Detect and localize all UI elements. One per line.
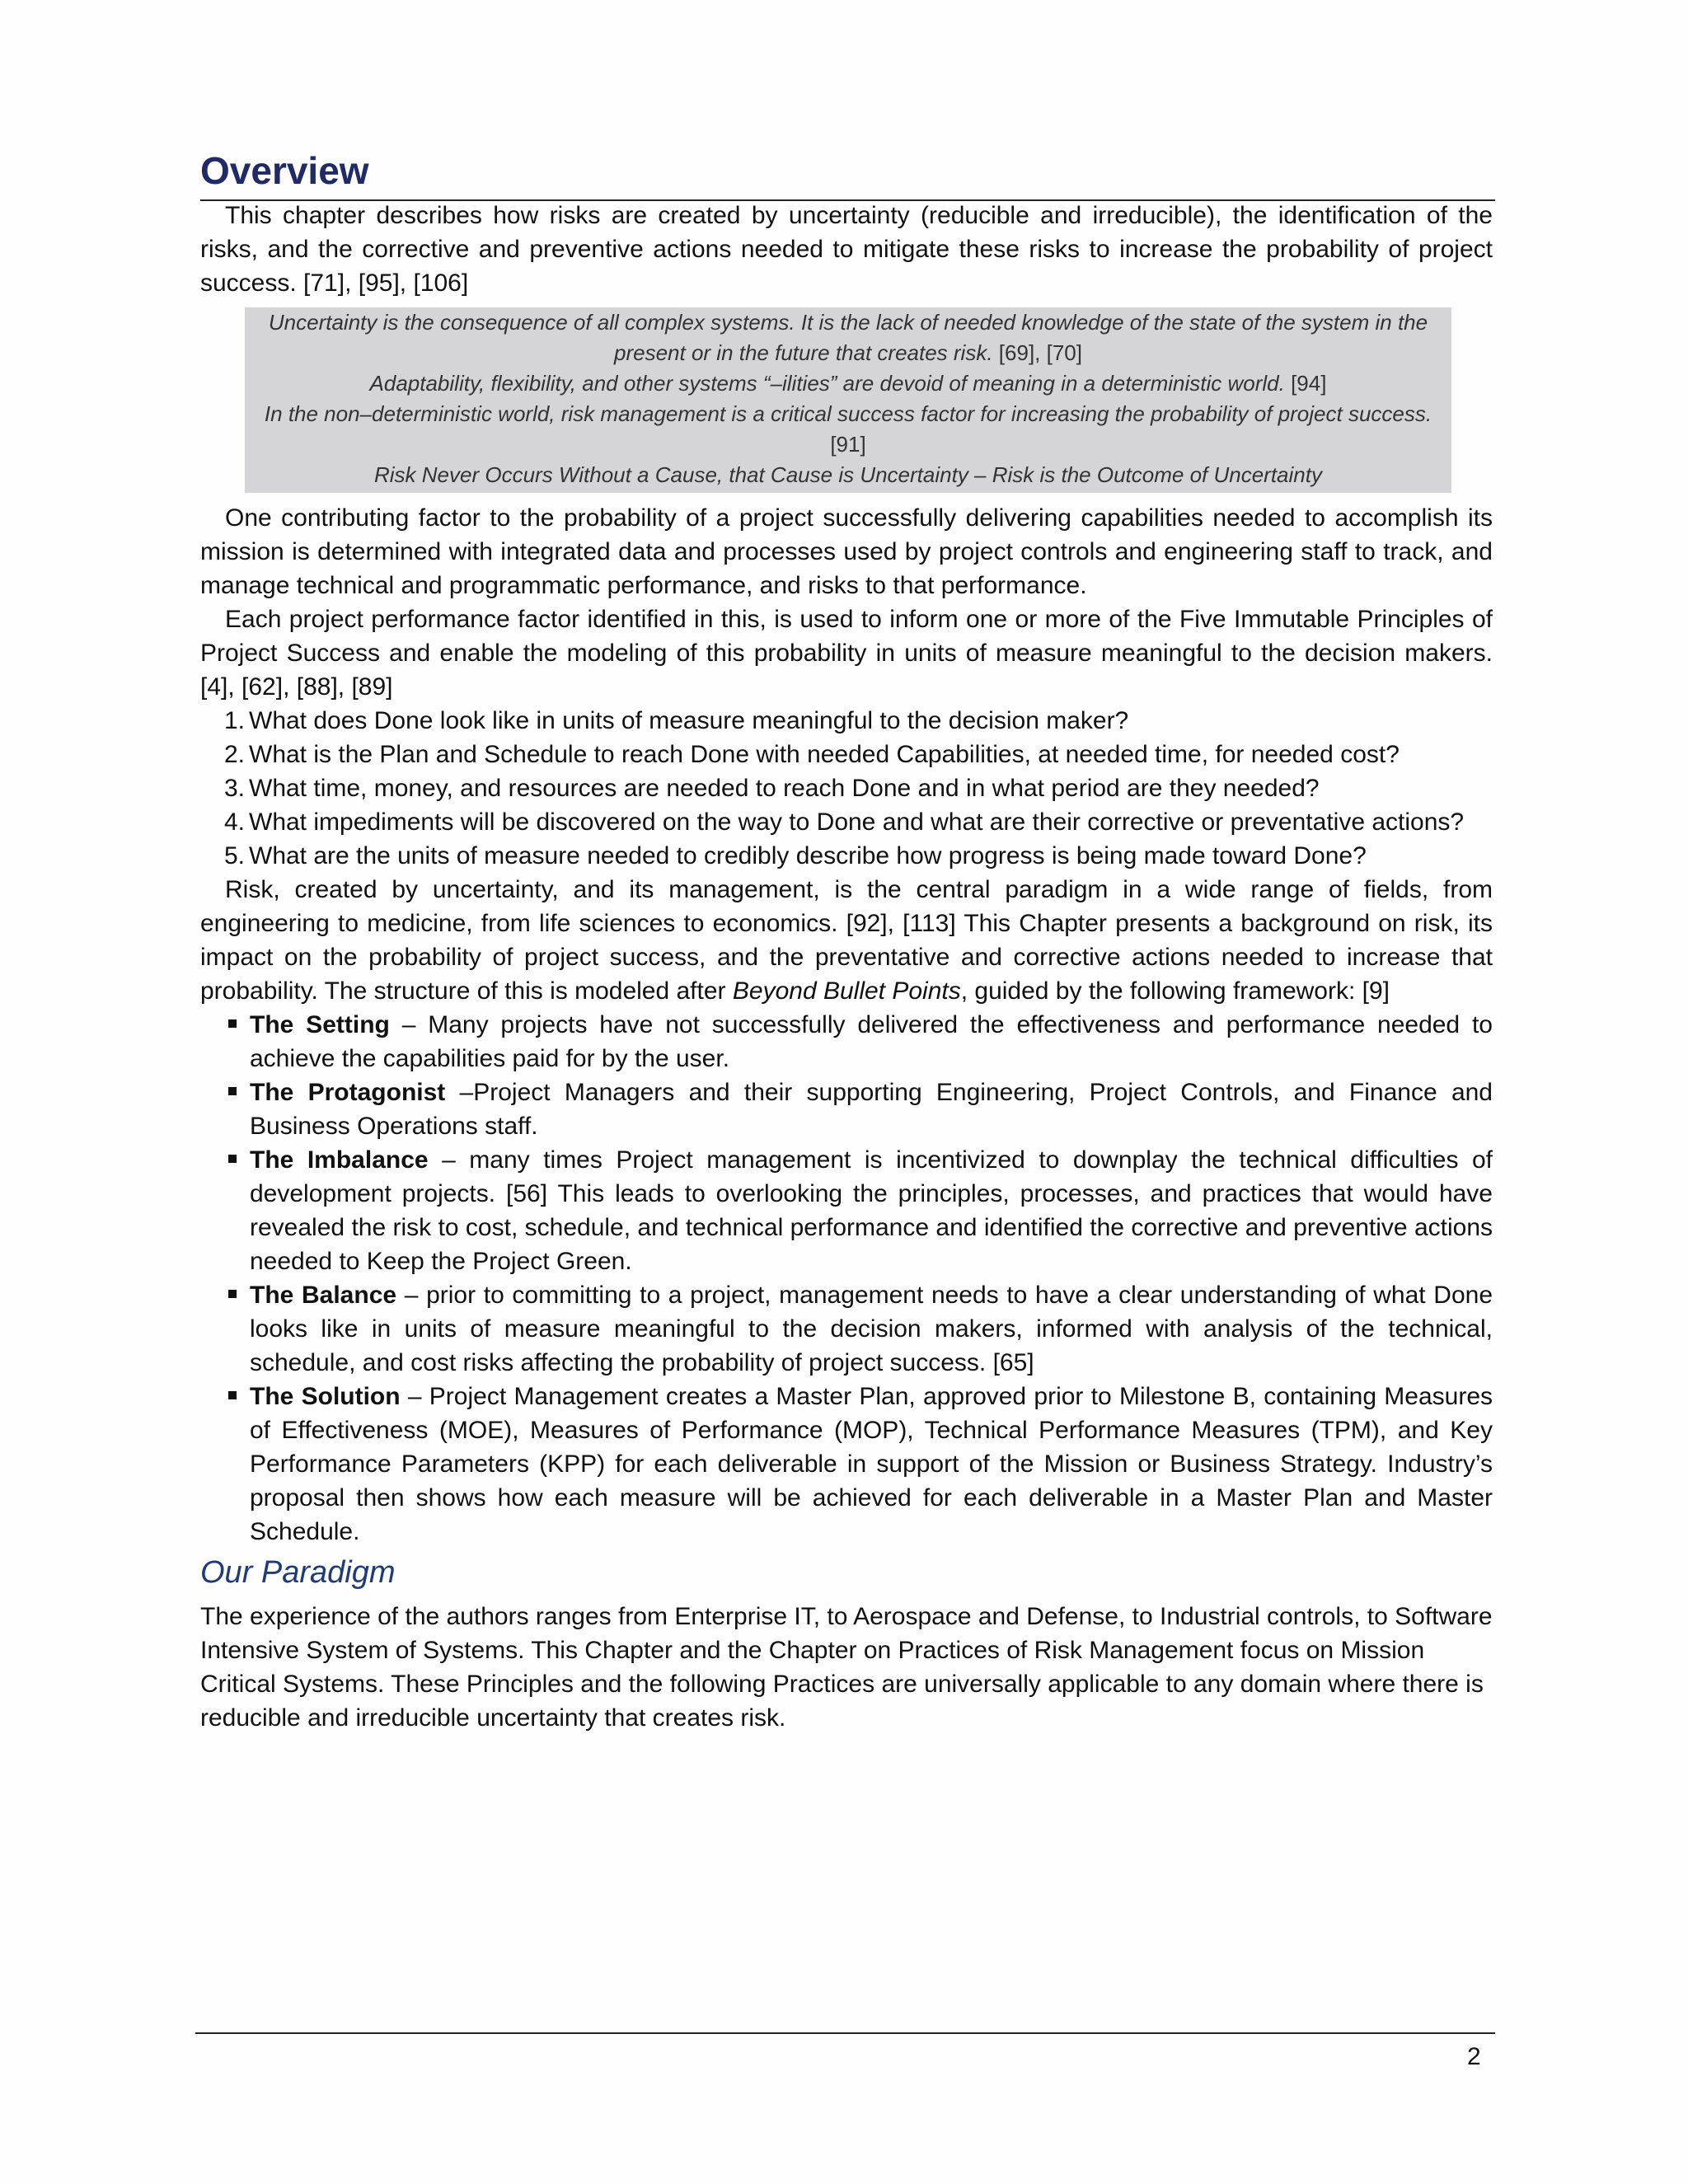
list-number: 3. (223, 775, 245, 802)
list-number: 1. (223, 707, 245, 734)
quote-line-3-text: In the non–deterministic world, risk management is a critical success factor for increasing the probability of project success. (264, 401, 1432, 426)
paragraph-risk-text-a: Risk, created by uncertainty, and its management, is the central paradigm in a wide range of fields, from engineering to medicine, from life sciences to economics. [92], [113] This Chapter presents a background on risk, its impact on the probability of project success, and the preventative and corrective actions needed to increase that probability. The structure of this is modeled after (200, 876, 1493, 1005)
list-number: 4. (223, 808, 245, 836)
list-item-text: What time, money, and resources are needed to reach Done and in what period are they needed? (249, 775, 1320, 802)
section-heading: Overview (200, 149, 369, 192)
list-item (223, 839, 1493, 873)
paradigm-paragraph: The experience of the authors ranges from Enterprise IT, to Aerospace and Defense, to Industrial controls, to Software Intensive System of Systems. This Chapter and the Chapter on Practices of Risk Management focus on Mission Critical Systems. These Principles and the following Practices are universally applicable to any domain where there is reducible and irreducible uncertainty that creates risk. (200, 1603, 1493, 1732)
list-item-text: What does Done look like in units of measure meaningful to the decision maker? (249, 707, 1129, 734)
list-term: The Solution (250, 1383, 401, 1410)
footer-divider (195, 2032, 1495, 2034)
square-bullet-icon (228, 1155, 237, 1163)
paragraph-risk-text-b: , guided by the following framework: [9] (960, 977, 1390, 1005)
quote-line-1-ref: [69], [70] (998, 340, 1082, 365)
list-item-text: – Many projects have not successfully delivered the effectiveness and performance needed to achieve the capabilities paid for by the user. (250, 1011, 1493, 1072)
quote-line-3-ref: [91] (830, 432, 866, 457)
quote-line-2-text: Adaptability, flexibility, and other systems “–ilities” are devoid of meaning in a deterministic world. (369, 371, 1285, 396)
list-item (250, 1076, 1493, 1143)
quote-box (245, 307, 1451, 493)
subsection-heading: Our Paradigm (200, 1555, 396, 1590)
list-item (223, 738, 1493, 771)
list-item-text: What are the units of measure needed to credibly describe how progress is being made toward Done? (249, 842, 1367, 869)
list-item (250, 1143, 1493, 1278)
intro-paragraph: This chapter describes how risks are created by uncertainty (reducible and irreducible), the identification of the risks, and the corrective and preventive actions needed to mitigate these risks to increase the probability of project success. [71], [95], [106] (200, 202, 1493, 297)
list-number: 2. (223, 741, 245, 768)
quote-line-2-ref: [94] (1291, 371, 1327, 396)
heading-underline (200, 199, 1495, 201)
list-item (223, 805, 1493, 839)
page-number: 2 (1467, 2043, 1481, 2070)
list-item (223, 771, 1493, 805)
list-item-text: –Project Managers and their supporting Engineering, Project Controls, and Finance and Business Operations staff. (250, 1079, 1493, 1140)
list-number: 5. (223, 842, 245, 869)
framework-list (200, 1008, 1493, 1549)
body-text (200, 199, 1493, 1735)
list-term: The Setting (250, 1011, 390, 1038)
list-item-text: – prior to committing to a project, management needs to have a clear understanding of what Done looks like in units of measure meaningful to the decision makers, informed with analysis of the technical, schedule, and cost risks affecting the probability of project success. [65] (250, 1282, 1493, 1376)
square-bullet-icon (228, 1290, 237, 1298)
document-page (200, 144, 1493, 1735)
paragraph-risk-paradigm (200, 873, 1493, 1008)
list-term: The Imbalance (250, 1146, 429, 1174)
list-item-text: – many times Project management is incentivized to downplay the technical difficulties of development projects. [56] This leads to overlooking the principles, processes, and practices that would have revealed the risk to cost, schedule, and technical performance and identified the corrective and preventive actions needed to Keep the Project Green. (250, 1146, 1493, 1275)
quote-line-4: Risk Never Occurs Without a Cause, that Cause is Uncertainty – Risk is the Outcome of Uncertainty (374, 462, 1322, 487)
list-item-text: – Project Management creates a Master Plan, approved prior to Milestone B, containing Measures of Effectiveness (MOE), Measures of Performance (MOP), Technical Performance Measures (TPM), and Key Performance Parameters (KPP) for each deliverable in support of the Mission or Business Strategy. Industry’s proposal then shows how each measure will be achieved for each deliverable in a Master Plan and Master Schedule. (250, 1383, 1493, 1545)
list-item-text: What impediments will be discovered on the way to Done and what are their corrective or preventative actions? (249, 808, 1465, 836)
square-bullet-icon (228, 1391, 237, 1399)
book-title: Beyond Bullet Points (732, 977, 961, 1005)
list-term: The Protagonist (250, 1079, 446, 1106)
list-item (250, 1278, 1493, 1380)
list-item-text: What is the Plan and Schedule to reach Done with needed Capabilities, at needed time, for needed cost? (249, 741, 1400, 768)
quote-line-1 (250, 307, 1447, 368)
list-item (250, 1380, 1493, 1549)
list-term: The Balance (250, 1282, 397, 1309)
list-item (223, 704, 1493, 738)
principles-list (200, 704, 1493, 873)
square-bullet-icon (228, 1087, 237, 1095)
quote-line-1-text: Uncertainty is the consequence of all complex systems. It is the lack of needed knowledge of the state of the system in the present or in the future that creates risk. (268, 310, 1428, 365)
list-item (250, 1008, 1493, 1076)
quote-line-3 (250, 399, 1447, 460)
paragraph-contributing-factor: One contributing factor to the probability of a project successfully delivering capabilities needed to accomplish its mission is determined with integrated data and processes used by project controls and engineering staff to track, and manage technical and programmatic performance, and risks to that performance. (200, 504, 1493, 599)
quote-line-2 (250, 368, 1447, 399)
square-bullet-icon (228, 1019, 237, 1028)
paragraph-performance-factor: Each project performance factor identified in this, is used to inform one or more of the Five Immutable Principles of Project Success and enable the modeling of this probability in units of measure meaningful to the decision makers. [4], [62], [88], [89] (200, 606, 1493, 701)
